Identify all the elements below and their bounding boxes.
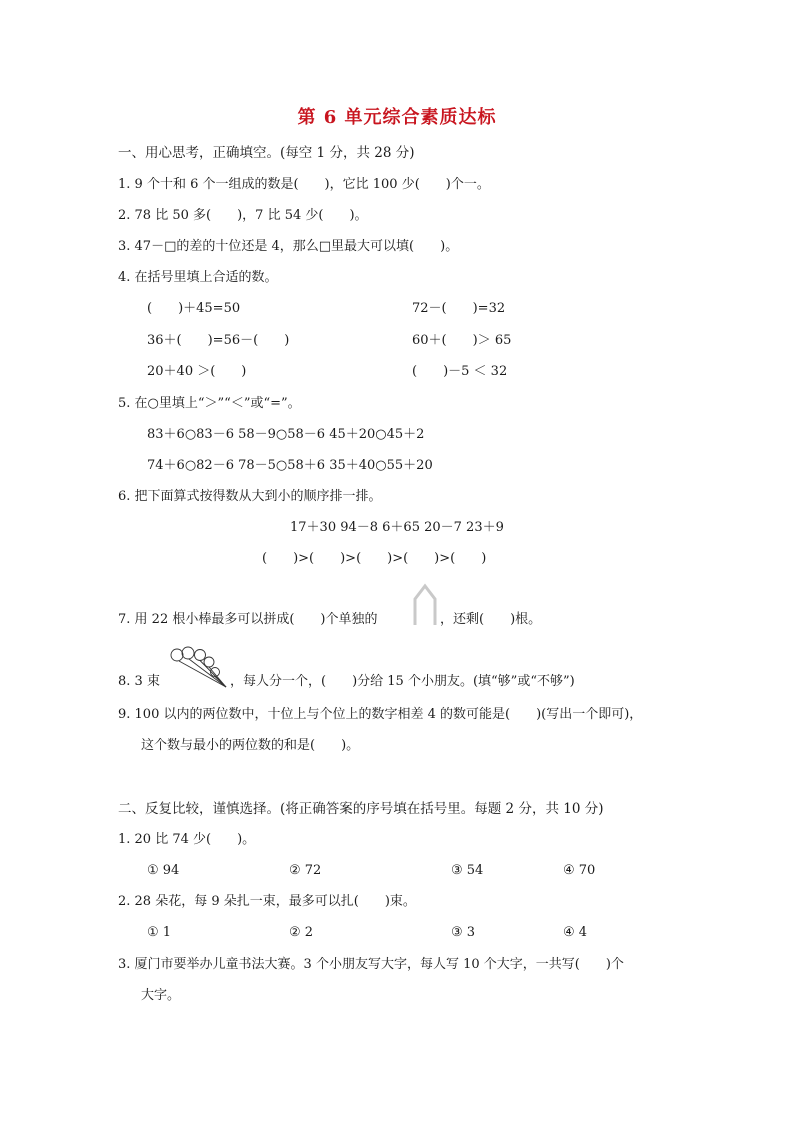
q4-row1-right: 72－( )=32 — [412, 301, 506, 316]
q4-row3-right: ( )－5 ＜ 32 — [412, 364, 508, 379]
q4-row3-left: 20＋40 ＞( ) — [147, 364, 247, 379]
question-1-2: 2. 78 比 50 多( )，7 比 54 少( )。 — [118, 208, 368, 223]
section1-heading: 一、用心思考，正确填空。(每空 1 分，共 28 分) — [118, 145, 415, 161]
question-1-5-stem: 5. 在○里填上“＞”“＜”或“=”。 — [118, 396, 301, 411]
page-title: 第 6 单元综合素质达标 — [297, 107, 497, 128]
q4-row2-right: 60＋( )＞ 65 — [412, 333, 512, 348]
q5-row2: 74＋6○82－6 78－5○58＋6 35＋40○55＋20 — [147, 458, 433, 473]
q4-row1-left: ( )＋45=50 — [147, 301, 241, 316]
question-1-8-before: 8. 3 束 — [118, 674, 160, 689]
q2-1-option-2: ② 72 — [289, 863, 322, 878]
q2-2-option-1: ① 1 — [147, 925, 172, 940]
q2-1-option-3: ③ 54 — [451, 863, 484, 878]
q6-expressions: 17＋30 94－8 6＋65 20－7 23＋9 — [290, 520, 504, 535]
question-1-3: 3. 47－□的差的十位还是 4，那么□里最大可以填( )。 — [118, 239, 459, 254]
q2-1-option-4: ④ 70 — [563, 863, 596, 878]
question-1-9-line2: 这个数与最小的两位数的和是( )。 — [141, 738, 360, 753]
question-2-2-stem: 2. 28 朵花，每 9 朵扎一束，最多可以扎( )束。 — [118, 894, 416, 909]
question-1-7-after: ，还剩( )根。 — [440, 612, 542, 627]
question-1-1: 1. 9 个十和 6 个一组成的数是( )，它比 100 少( )个一。 — [118, 177, 490, 192]
question-2-3-line2: 大字。 — [141, 988, 181, 1003]
q5-row1: 83＋6○83－6 58－9○58－6 45＋20○45＋2 — [147, 427, 425, 442]
q2-2-option-4: ④ 4 — [563, 925, 588, 940]
question-1-9-line1: 9. 100 以内的两位数中，十位上与个位上的数字相差 4 的数可能是( )(写出一个即可)， — [118, 707, 643, 722]
balloon-bunch-icon — [168, 645, 228, 690]
q2-2-option-2: ② 2 — [289, 925, 314, 940]
house-shape-icon — [412, 583, 438, 627]
q2-1-option-1: ① 94 — [147, 863, 180, 878]
question-2-1-stem: 1. 20 比 74 少( )。 — [118, 832, 256, 847]
q6-order-blanks: ( )>( )>( )>( )>( ) — [262, 551, 487, 566]
question-1-7-before: 7. 用 22 根小棒最多可以拼成( )个单独的 — [118, 612, 378, 627]
q2-2-option-3: ③ 3 — [451, 925, 476, 940]
section2-heading: 二、反复比较，谨慎选择。(将正确答案的序号填在括号里。每题 2 分，共 10 分) — [118, 801, 604, 817]
question-1-6-stem: 6. 把下面算式按得数从大到小的顺序排一排。 — [118, 489, 382, 504]
q4-row2-left: 36＋( )=56－( ) — [147, 333, 290, 348]
question-2-3-line1: 3. 厦门市要举办儿童书法大赛。3 个小朋友写大字，每人写 10 个大字，一共写( )个 — [118, 957, 624, 972]
question-1-4-stem: 4. 在括号里填上合适的数。 — [118, 270, 278, 285]
question-1-8-after: ，每人分一个，( )分给 15 个小朋友。(填“够”或“不够”) — [230, 674, 575, 689]
